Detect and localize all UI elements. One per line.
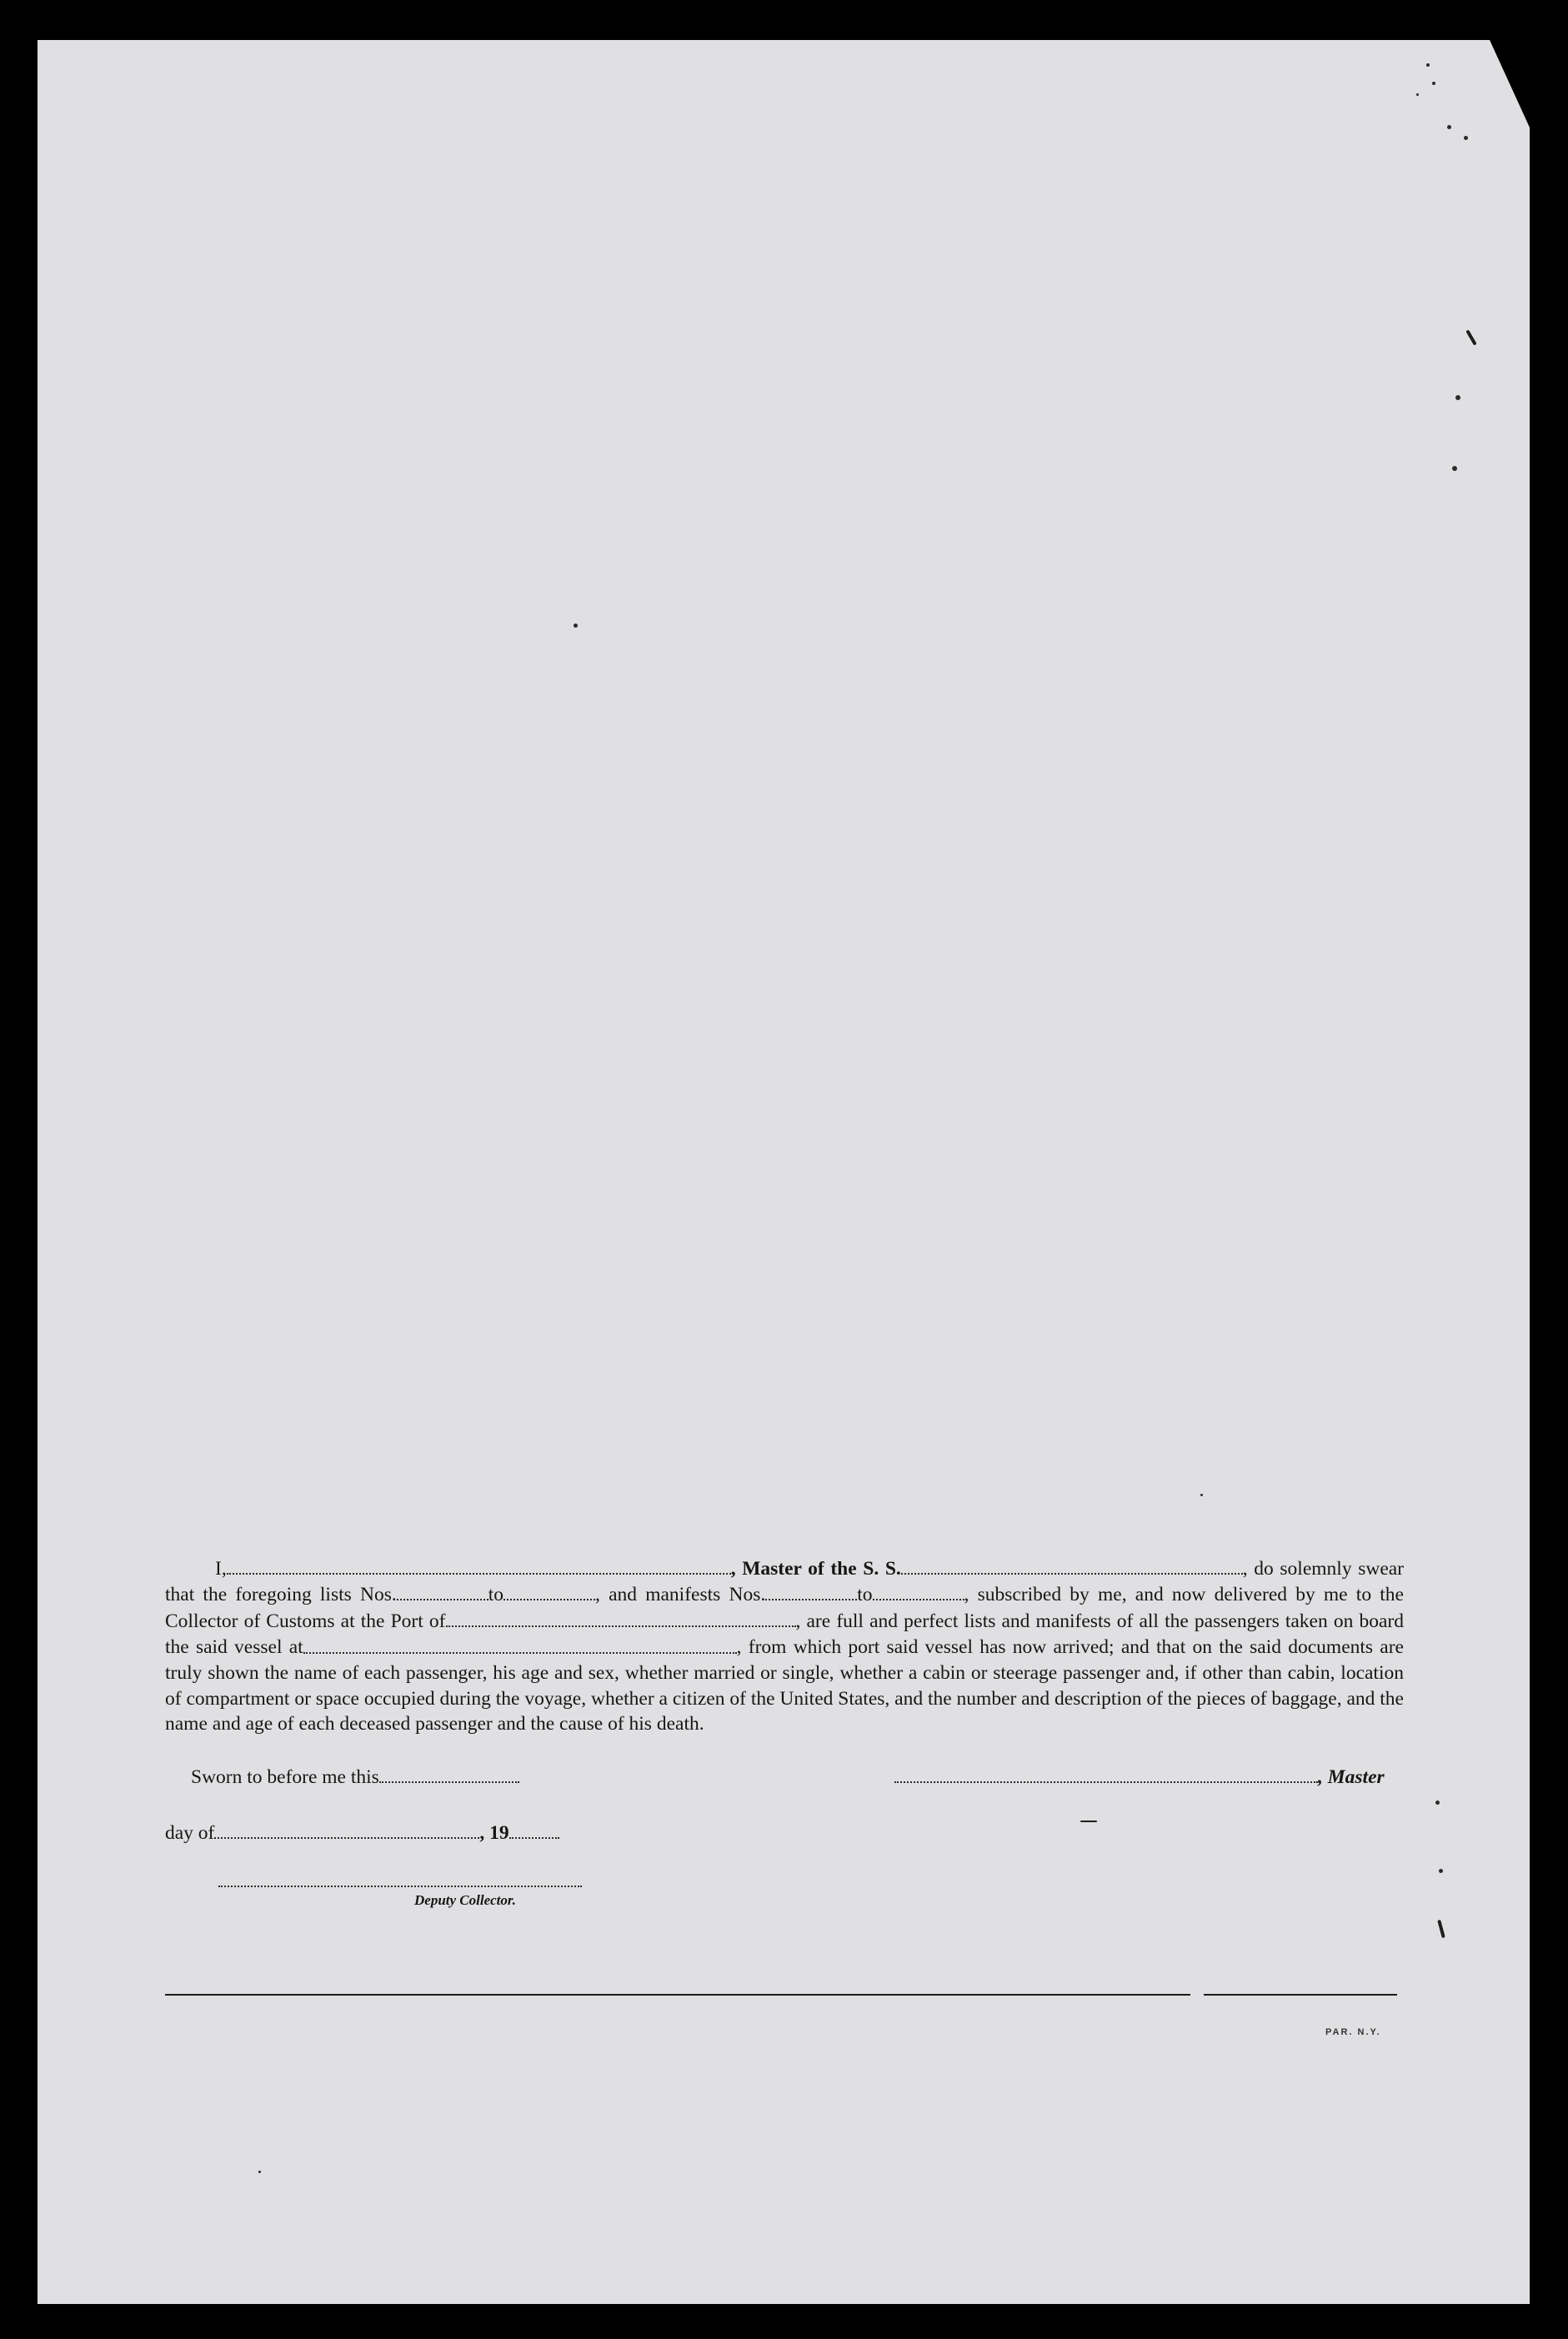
manifests-from-blank[interactable] — [765, 1581, 857, 1600]
lists-nos-text: swear that the foregoing lists Nos. — [165, 1557, 1405, 1606]
port-blank[interactable] — [446, 1608, 796, 1627]
oath-paragraph — [165, 1555, 1404, 1737]
bottom-rule-right — [1204, 1994, 1397, 1996]
manifests-nos-text: , and manifests Nos. — [595, 1584, 766, 1606]
master-name-blank[interactable] — [227, 1555, 731, 1575]
master-signature-line — [894, 1764, 1385, 1789]
master-of-ss-label: , Master of the S. S. — [730, 1557, 901, 1580]
master-signature-blank[interactable] — [894, 1764, 1318, 1783]
port-of-text: , subscribed by me, and now delivered by me to the Collector of Customs at the Port of — [165, 1584, 1404, 1632]
sworn-day-blank[interactable] — [379, 1764, 519, 1783]
deputy-collector-label: Deputy Collector. — [414, 1892, 516, 1908]
speck — [1447, 125, 1451, 129]
manifests-to-blank[interactable] — [873, 1581, 964, 1600]
master-role-label: , Master — [1318, 1766, 1385, 1789]
speck — [1439, 1869, 1443, 1873]
lists-to-text: to — [488, 1584, 504, 1606]
year-prefix-label: , 19 — [479, 1822, 509, 1845]
speck — [1452, 466, 1457, 471]
pencil-mark — [1080, 1821, 1097, 1822]
speck — [1426, 63, 1430, 67]
form-page — [38, 40, 1530, 2304]
speck — [1432, 82, 1435, 85]
sworn-label: Sworn to before me this — [191, 1766, 379, 1789]
speck — [1200, 1494, 1203, 1496]
embarkation-port-blank[interactable] — [303, 1634, 737, 1653]
vessel-name-blank[interactable] — [901, 1555, 1243, 1575]
speck — [1464, 136, 1468, 140]
lists-from-blank[interactable] — [397, 1581, 488, 1600]
printer-mark: PAR. N.Y. — [1325, 2027, 1381, 2037]
year-blank[interactable] — [509, 1820, 559, 1839]
day-of-line — [165, 1820, 559, 1845]
speck — [1416, 93, 1419, 96]
oath-body-text: , from which port said vessel has now arrived; and that on the said documents are truly shown the name of each passenger, his age and sex, whether married or single, whether a cabin or steerage passenger and, if other than cabin, location of compartment or space occupied during the voyage, whether a citizen of the United States, and the number and description of the pieces of baggage, and the name and age of each deceased passenger and the cause of his death. — [165, 1636, 1404, 1735]
deputy-signature-blank[interactable] — [218, 1886, 582, 1887]
speck — [258, 2171, 261, 2173]
lists-to-blank[interactable] — [503, 1581, 595, 1600]
speck — [1435, 1801, 1440, 1805]
sworn-line — [191, 1764, 519, 1789]
month-blank[interactable] — [214, 1820, 479, 1839]
boarded-at-text: , are full and perfect lists and manifests of all the passengers taken on board the said vessel at — [165, 1610, 1404, 1659]
day-of-label: day of — [165, 1822, 215, 1845]
bottom-rule-left — [165, 1994, 1190, 1996]
speck — [1455, 395, 1460, 400]
oath-i: I, — [215, 1557, 227, 1580]
manifests-to-text: to — [857, 1584, 873, 1606]
speck — [574, 624, 578, 628]
do-solemnly-text: , do solemnly — [1242, 1557, 1352, 1580]
